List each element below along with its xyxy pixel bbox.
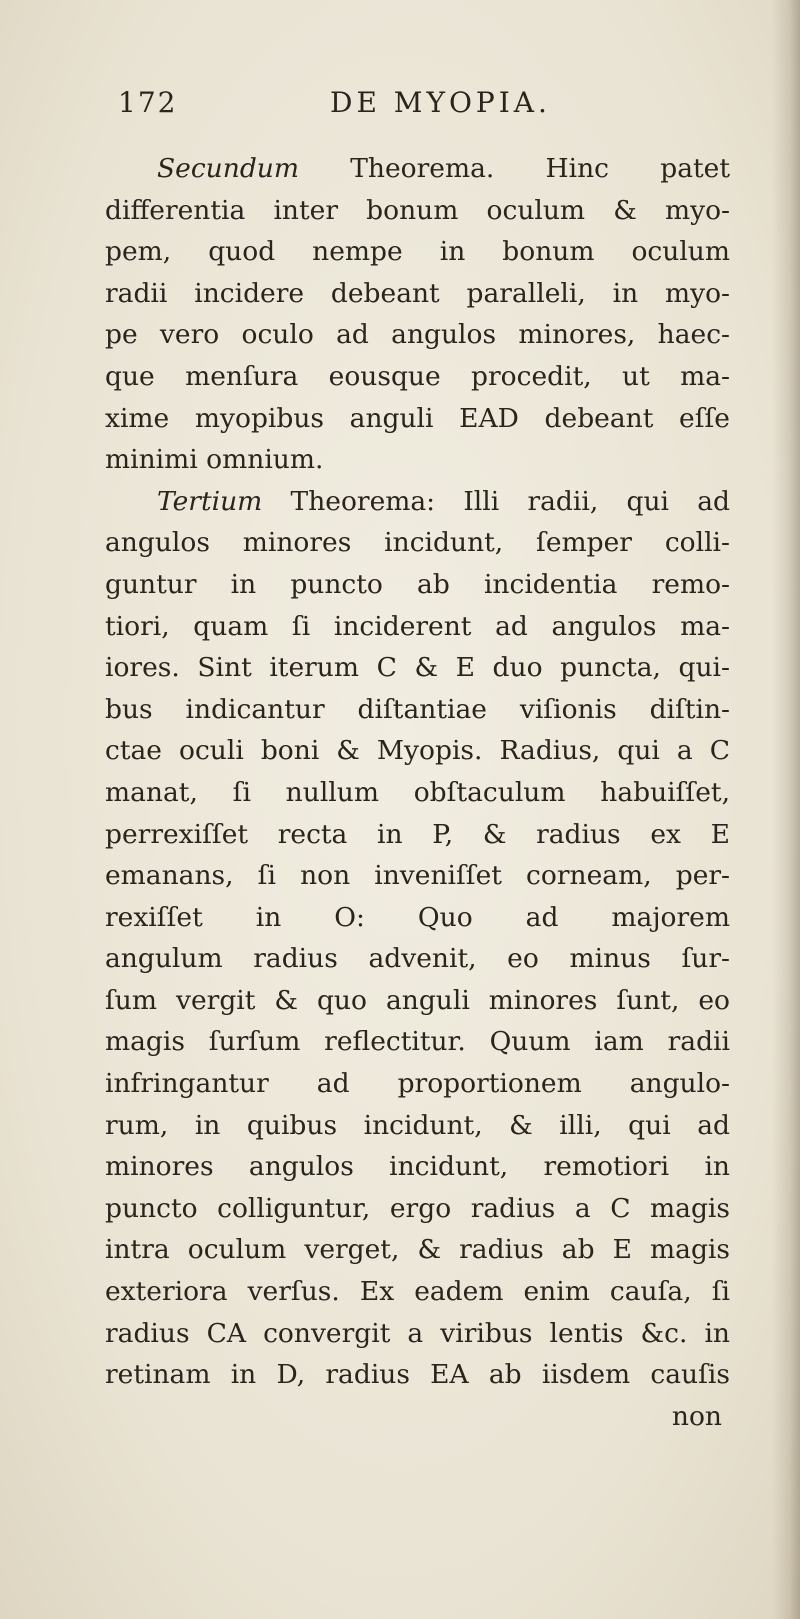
text-line xyxy=(105,606,730,648)
text-line xyxy=(105,1271,730,1313)
text-line xyxy=(105,855,730,897)
text-line xyxy=(105,730,730,772)
text-line xyxy=(105,273,730,315)
text-line xyxy=(105,1354,730,1396)
text-line xyxy=(105,1146,730,1188)
text-line xyxy=(105,1313,730,1355)
line-text: pem, quod nempe in bonum oculum xyxy=(105,236,730,268)
text-line xyxy=(105,522,730,564)
text-line xyxy=(105,1063,730,1105)
text-line xyxy=(105,148,730,190)
line-text: Theorema: Illi radii, qui ad xyxy=(262,485,730,517)
line-text: intra oculum verget, & radius ab E magis xyxy=(105,1234,730,1266)
text-line xyxy=(105,564,730,606)
text-line xyxy=(105,814,730,856)
line-text: differentia inter bonum oculum & myo- xyxy=(105,194,730,226)
line-text: radii incidere debeant paralleli, in myo- xyxy=(105,277,730,309)
text-line xyxy=(105,897,730,939)
line-text: bus indicantur diſtantiae viſionis diſtin- xyxy=(105,693,730,725)
line-text: xime myopibus anguli EAD debeant eſſe xyxy=(105,402,730,434)
line-text: minimi omnium. xyxy=(105,444,324,476)
text-line xyxy=(105,1105,730,1147)
body-text xyxy=(105,148,730,1437)
line-text: iores. Sint iterum C & E duo puncta, qui- xyxy=(105,652,730,684)
line-text: rum, in quibus incidunt, & illi, qui ad xyxy=(105,1109,730,1141)
line-text: puncto colliguntur, ergo radius a C magis xyxy=(105,1192,730,1224)
text-line xyxy=(105,938,730,980)
page-edge-shadow xyxy=(772,0,800,1619)
text-line xyxy=(105,1188,730,1230)
line-text: manat, ſi nullum obſtaculum habuiſſet, xyxy=(105,776,730,808)
line-text: ſum vergit & quo anguli minores ſunt, eo xyxy=(105,984,730,1016)
theorem-label: Secundum xyxy=(157,153,299,184)
running-title: DE MYOPIA. xyxy=(330,86,551,119)
text-line xyxy=(105,772,730,814)
text-line xyxy=(105,398,730,440)
line-text: Theorema. Hinc patet xyxy=(298,153,730,184)
text-line xyxy=(105,1229,730,1271)
line-text: pe vero oculo ad angulos minores, haec- xyxy=(105,319,730,351)
line-text: retinam in D, radius EA ab iisdem cauſis xyxy=(105,1359,730,1391)
text-line xyxy=(105,439,730,481)
line-text: que menſura eousque procedit, ut ma- xyxy=(105,360,730,392)
line-text: perrexiſſet recta in P, & radius ex E xyxy=(105,818,730,850)
text-line xyxy=(105,190,730,232)
text-line xyxy=(105,356,730,398)
text-line xyxy=(105,980,730,1022)
line-text: angulos minores incidunt, ſemper colli- xyxy=(105,527,730,559)
line-text: angulum radius advenit, eo minus ſur- xyxy=(105,943,730,975)
line-text: non xyxy=(671,1400,722,1432)
text-line xyxy=(105,1021,730,1063)
page-number: 172 xyxy=(118,86,178,119)
line-text: minores angulos incidunt, remotiori in xyxy=(105,1151,730,1183)
line-text: exteriora verſus. Ex eadem enim cauſa, ſi xyxy=(105,1276,730,1308)
text-line xyxy=(105,231,730,273)
text-line xyxy=(105,647,730,689)
line-text: ctae oculi boni & Myopis. Radius, qui a C xyxy=(105,735,730,767)
text-line xyxy=(105,1396,730,1438)
line-text: infringantur ad proportionem angulo- xyxy=(105,1068,730,1100)
text-line xyxy=(105,314,730,356)
text-line xyxy=(105,481,730,523)
line-text: tiori, quam ſi inciderent ad angulos ma- xyxy=(105,610,730,642)
line-text: guntur in puncto ab incidentia remo- xyxy=(105,568,730,600)
line-text: magis ſurſum reflectitur. Quum iam radii xyxy=(105,1026,730,1058)
text-line xyxy=(105,689,730,731)
line-text: radius CA convergit a viribus lentis &c. in xyxy=(105,1317,730,1349)
line-text: emanans, ſi non inveniſſet corneam, per- xyxy=(105,860,730,892)
page-header xyxy=(118,86,678,126)
line-text: rexiſſet in O: Quo ad majorem xyxy=(105,901,730,933)
theorem-label: Tertium xyxy=(157,485,263,517)
